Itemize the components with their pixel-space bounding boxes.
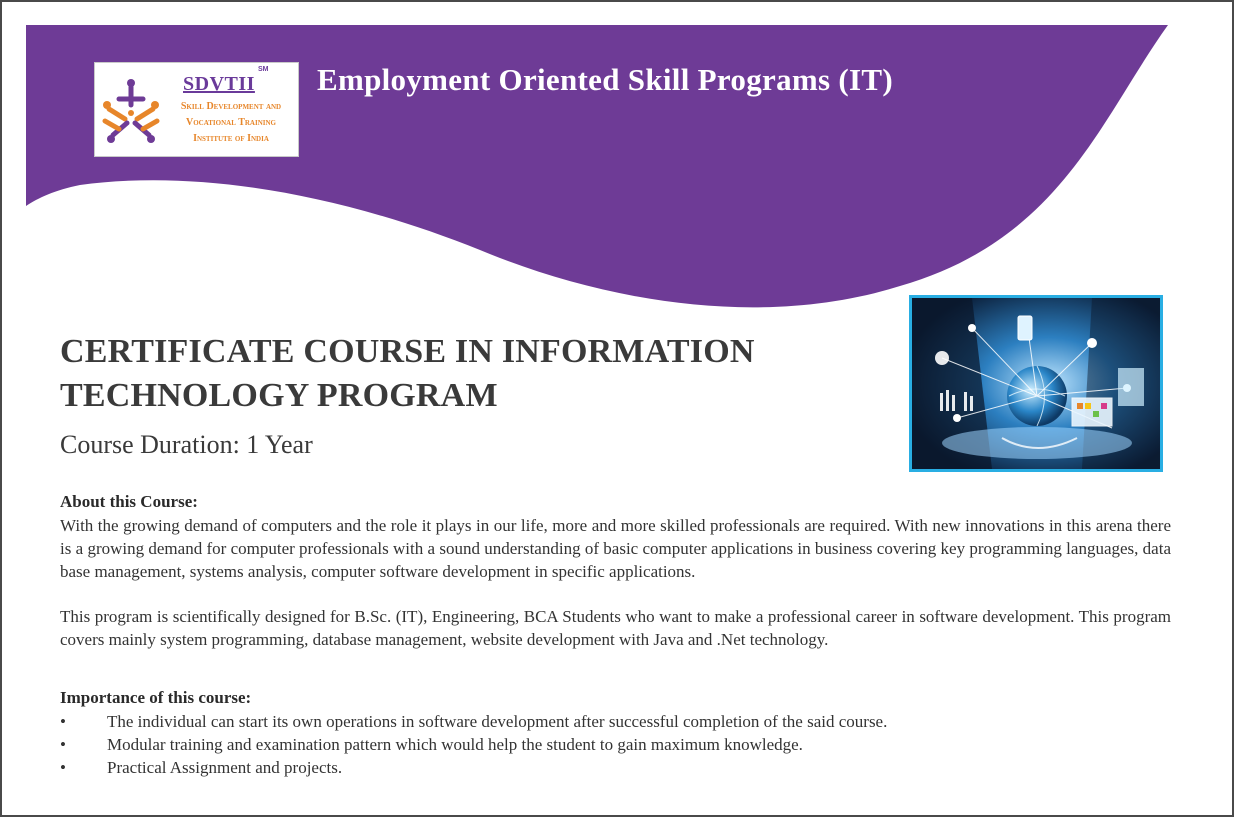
- importance-heading: Importance of this course:: [60, 688, 252, 707]
- about-heading: About this Course:: [60, 492, 198, 511]
- logo-line-3: Institute of India: [193, 133, 269, 144]
- logo-sm-mark: SM: [258, 66, 269, 73]
- logo-abbreviation: SDVTII: [183, 73, 255, 95]
- about-paragraph-1: With the growing demand of computers and the role it plays in our life, more and more skilled professionals are required. With new innovations in this arena there is a growing demand for computer professionals with a sound understanding of basic computer applications in business covering key programming languages, data base management, systems analysis, computer software development in specific applications.: [60, 516, 1171, 581]
- course-duration: Course Duration: 1 Year: [60, 430, 313, 459]
- list-item-text: The individual can start its own operations in software development after successful completion of the said course.: [107, 712, 888, 731]
- list-item-text: Modular training and examination pattern which would help the student to gain maximum knowledge.: [107, 735, 803, 754]
- logo-line-1: Skill Development and: [180, 101, 282, 112]
- bullet-icon: •: [60, 758, 66, 777]
- header-title: Employment Oriented Skill Programs (IT): [317, 62, 893, 97]
- bullet-icon: •: [60, 712, 66, 731]
- about-paragraph-2: This program is scientifically designed for B.Sc. (IT), Engineering, BCA Students who want to make a professional career in software development. This program covers mainly system programming, database management, website development with Java and .Net technology.: [60, 607, 1171, 649]
- list-item-text: Practical Assignment and projects.: [107, 758, 343, 777]
- course-title-line-2: TECHNOLOGY PROGRAM: [60, 377, 498, 414]
- logo-line-2: Vocational Training: [186, 117, 276, 128]
- course-title-line-1: CERTIFICATE COURSE IN INFORMATION: [60, 333, 755, 370]
- bullet-icon: •: [60, 735, 66, 754]
